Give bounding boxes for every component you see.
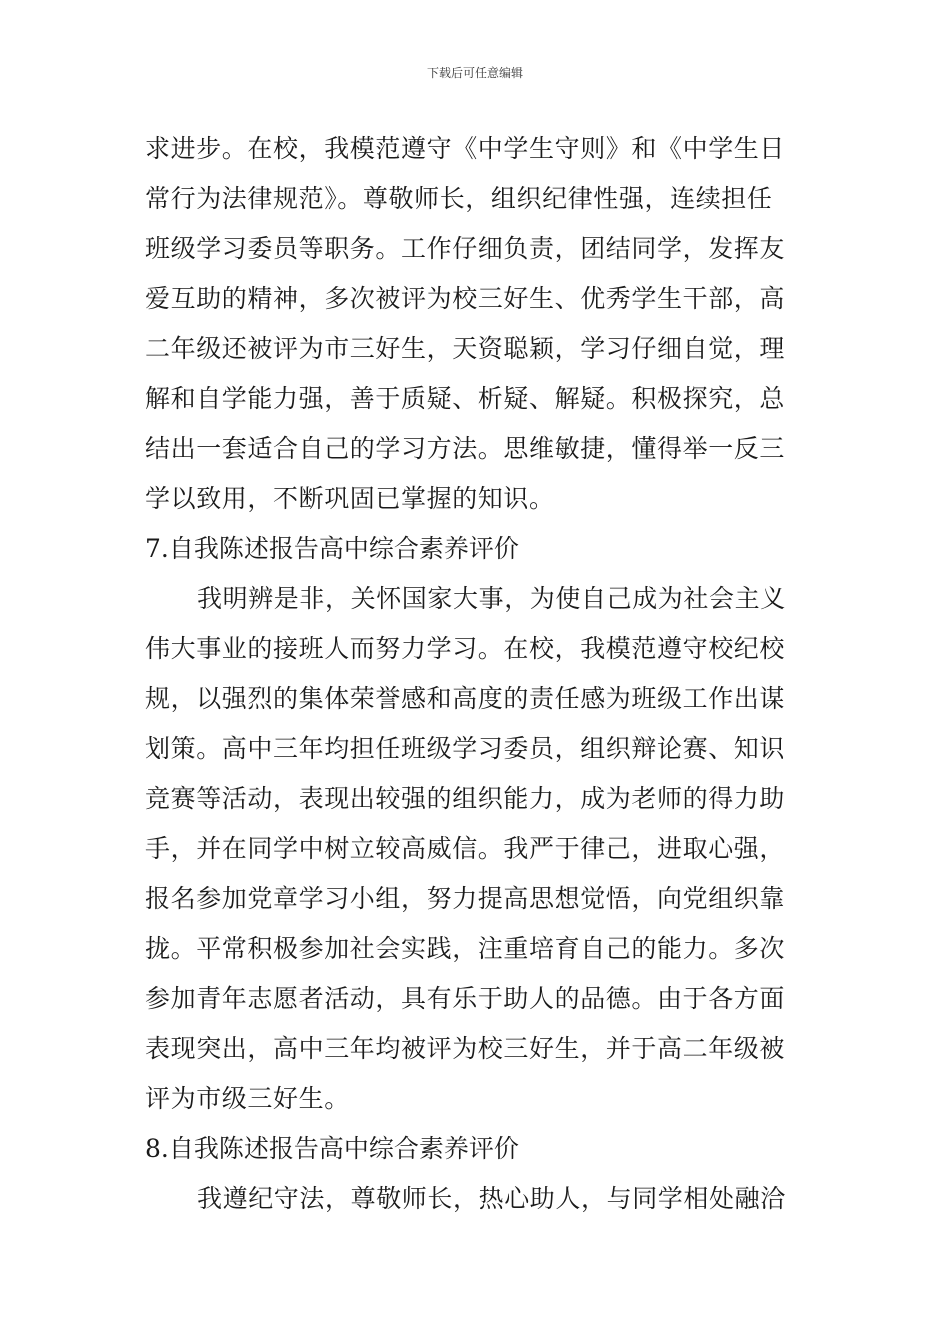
- text-line: 求进步。在校，我模范遵守《中学生守则》和《中学生日: [145, 134, 786, 163]
- text-line: 爱互助的精神，多次被评为校三好生、优秀学生干部，高: [145, 284, 786, 313]
- page-header-note: 下载后可任意编辑: [426, 66, 523, 80]
- paragraph-section-7: [145, 574, 805, 1124]
- document-body: [145, 124, 805, 1224]
- text-line: 常行为法律规范》。尊敬师长，组织纪律性强，连续担任: [145, 184, 773, 213]
- text-line: 报名参加党章学习小组，努力提高思想觉悟，向党组织靠: [145, 884, 786, 913]
- text-line: 拢。平常积极参加社会实践，注重培育自己的能力。多次: [145, 934, 786, 963]
- text-line: 结出一套适合自己的学习方法。思维敏捷，懂得举一反三: [145, 434, 786, 463]
- text-line: 参加青年志愿者活动，具有乐于助人的品德。由于各方面: [145, 984, 786, 1013]
- text-line: 划策。高中三年均担任班级学习委员，组织辩论赛、知识: [145, 734, 786, 763]
- section-heading-8: 8.自我陈述报告高中综合素养评价: [145, 1134, 519, 1163]
- paragraph-continued: [145, 124, 805, 524]
- text-line: 竞赛等活动，表现出较强的组织能力，成为老师的得力助: [145, 784, 786, 813]
- text-line: 我明辨是非，关怀国家大事，为使自己成为社会主义: [197, 584, 786, 613]
- paragraph-section-8: [145, 1174, 805, 1224]
- text-line: 学以致用，不断巩固已掌握的知识。: [145, 484, 555, 513]
- text-line: 班级学习委员等职务。工作仔细负责，团结同学，发挥友: [145, 234, 786, 263]
- text-line: 我遵纪守法，尊敬师长，热心助人，与同学相处融洽: [197, 1184, 786, 1213]
- section-heading-7: 7.自我陈述报告高中综合素养评价: [145, 534, 519, 563]
- text-line: 评为市级三好生。: [145, 1084, 350, 1113]
- text-line: 手，并在同学中树立较高威信。我严于律己，进取心强，: [145, 834, 786, 863]
- text-line: 伟大事业的接班人而努力学习。在校，我模范遵守校纪校: [145, 634, 786, 663]
- text-line: 规，以强烈的集体荣誉感和高度的责任感为班级工作出谋: [145, 684, 786, 713]
- text-line: 解和自学能力强，善于质疑、析疑、解疑。积极探究，总: [145, 384, 786, 413]
- text-line: 表现突出，高中三年均被评为校三好生，并于高二年级被: [145, 1034, 786, 1063]
- text-line: 二年级还被评为市三好生，天资聪颖，学习仔细自觉，理: [145, 334, 786, 363]
